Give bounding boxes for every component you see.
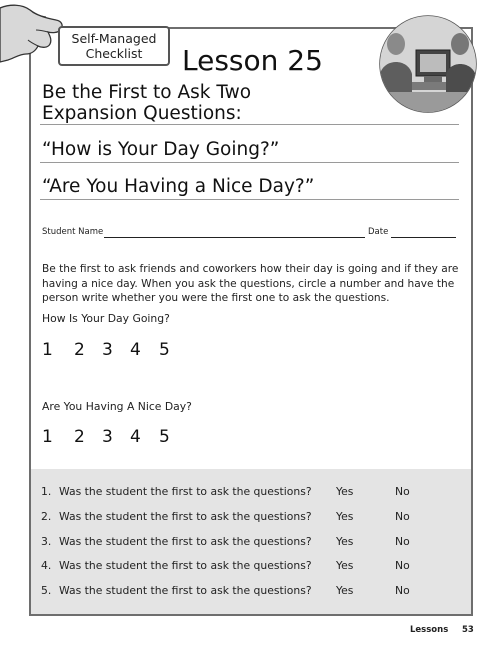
self-managed-checklist-tag	[58, 26, 170, 66]
yes-option[interactable]: Yes	[336, 559, 354, 572]
checklist-row	[31, 559, 471, 579]
rating-option-3[interactable]: 3	[102, 427, 113, 447]
rating-option-2[interactable]: 2	[74, 340, 85, 360]
date-label: Date	[368, 227, 389, 237]
students-at-computer-photo	[378, 14, 478, 114]
tag-line-2: Checklist	[85, 46, 143, 61]
rating-option-1[interactable]: 1	[42, 427, 53, 447]
no-option[interactable]: No	[395, 559, 410, 572]
rating-option-2[interactable]: 2	[74, 427, 85, 447]
no-option[interactable]: No	[395, 485, 410, 498]
row-question: Was the student the first to ask the questions?	[59, 485, 312, 498]
footer-section-label: Lessons	[410, 625, 449, 635]
rating-option-4[interactable]: 4	[130, 427, 141, 447]
checklist-row	[31, 485, 471, 505]
divider-line	[40, 199, 459, 200]
row-question: Was the student the first to ask the questions?	[59, 559, 312, 572]
no-option[interactable]: No	[395, 510, 410, 523]
expansion-question-1: “How is Your Day Going?”	[42, 139, 280, 160]
checklist-row	[31, 535, 471, 555]
lesson-heading	[42, 82, 251, 124]
checklist-panel	[31, 469, 471, 614]
heading-line-1: Be the First to Ask Two	[42, 82, 252, 103]
row-question: Was the student the first to ask the questions?	[59, 535, 312, 548]
heading-line-2: Expansion Questions:	[42, 103, 242, 124]
row-number: 1.	[41, 485, 52, 498]
yes-option[interactable]: Yes	[336, 584, 354, 597]
yes-option[interactable]: Yes	[336, 485, 354, 498]
rating-option-3[interactable]: 3	[102, 340, 113, 360]
date-field[interactable]	[391, 237, 456, 238]
divider-line	[40, 124, 459, 125]
row-question: Was the student the first to ask the questions?	[59, 510, 312, 523]
instructions-text: Be the first to ask friends and coworkers how their day is going and if they are having a nice day. When you ask the questions, circle a number and have the person write whether you were the first one to ask the questions.	[42, 263, 459, 304]
rating-option-5[interactable]: 5	[159, 427, 170, 447]
row-number: 3.	[41, 535, 52, 548]
student-name-field[interactable]	[104, 237, 365, 238]
question-2-label: Are You Having A Nice Day?	[42, 400, 192, 413]
expansion-question-2: “Are You Having a Nice Day?”	[42, 176, 315, 197]
divider-line	[40, 162, 459, 163]
page-number: 53	[462, 625, 474, 635]
lesson-title: Lesson 25	[182, 44, 323, 77]
row-number: 4.	[41, 559, 52, 572]
rating-option-1[interactable]: 1	[42, 340, 53, 360]
row-question: Was the student the first to ask the questions?	[59, 584, 312, 597]
no-option[interactable]: No	[395, 584, 410, 597]
tag-line-1: Self-Managed	[71, 31, 157, 46]
no-option[interactable]: No	[395, 535, 410, 548]
checklist-row	[31, 584, 471, 604]
row-number: 5.	[41, 584, 52, 597]
rating-option-5[interactable]: 5	[159, 340, 170, 360]
student-name-label: Student Name	[42, 227, 104, 237]
checklist-row	[31, 510, 471, 530]
row-number: 2.	[41, 510, 52, 523]
question-1-label: How Is Your Day Going?	[42, 312, 170, 325]
yes-option[interactable]: Yes	[336, 510, 354, 523]
yes-option[interactable]: Yes	[336, 535, 354, 548]
rating-option-4[interactable]: 4	[130, 340, 141, 360]
